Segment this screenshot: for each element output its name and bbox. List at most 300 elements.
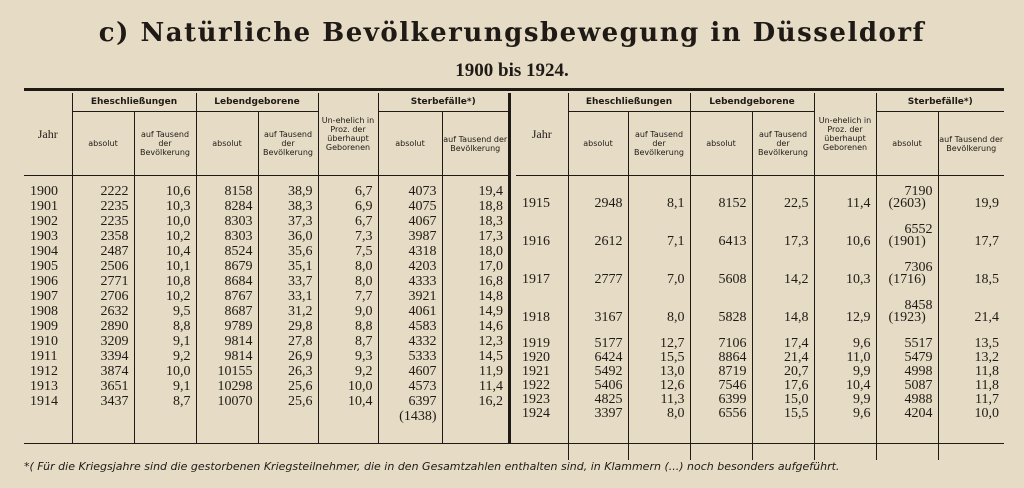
spacer-cell xyxy=(568,176,628,185)
table-cell: 10,3 xyxy=(814,260,876,298)
table-cell: 2771 xyxy=(72,274,134,289)
deaths-absolut: 7190 xyxy=(904,184,933,199)
spacer-cell xyxy=(690,420,752,460)
spacer-cell xyxy=(258,424,318,444)
spacer-cell xyxy=(752,176,814,185)
header-absolut: absolut xyxy=(72,112,134,176)
table-cell: 11,4 xyxy=(442,379,508,394)
table-cell: 15,5 xyxy=(628,350,690,364)
table-cell: 9,2 xyxy=(134,349,196,364)
table-cell: 26,3 xyxy=(258,364,318,379)
table-cell: 12,6 xyxy=(628,378,690,392)
spacer-cell xyxy=(876,176,938,185)
table-cell: 8767 xyxy=(196,289,258,304)
table-row xyxy=(516,406,1004,420)
header-sterbefaelle: Sterbefälle*) xyxy=(378,93,508,112)
table-cell: 1907 xyxy=(30,289,58,304)
table-row xyxy=(24,199,508,214)
war-deaths-note: (1438) xyxy=(378,409,442,424)
table-cell: 14,2 xyxy=(752,260,814,298)
spacer-cell xyxy=(516,176,568,185)
table-cell: 11,3 xyxy=(628,392,690,406)
table-cell: 33,1 xyxy=(258,289,318,304)
table-cell: 4075 xyxy=(378,199,442,214)
table-cell: 8524 xyxy=(196,244,258,259)
table-cell: 1906 xyxy=(30,274,58,289)
table-cell: 33,7 xyxy=(258,274,318,289)
header-absolut: absolut xyxy=(876,112,938,176)
table-cell: 5333 xyxy=(378,349,442,364)
table-cell: 11,8 xyxy=(938,378,1004,392)
table-cell: 8,8 xyxy=(318,319,378,334)
spacer-cell xyxy=(24,424,72,444)
deaths-absolut: 6552 xyxy=(904,222,933,237)
table-cell: 10,4 xyxy=(134,244,196,259)
spacer-cell xyxy=(516,420,568,460)
header-unehelich: Un-ehelich in Proz. der überhaupt Geborenen xyxy=(318,93,378,176)
table-cell: 13,0 xyxy=(628,364,690,378)
table-cell xyxy=(258,409,318,424)
table-cell: 35,1 xyxy=(258,259,318,274)
spacer-cell xyxy=(938,176,1004,185)
table-cell: 13,2 xyxy=(938,350,1004,364)
header-auf-tausend: auf Tausend der Bevölkerung xyxy=(258,112,318,176)
header-auf-tausend: auf Tausend der Bevölkerung xyxy=(442,112,508,176)
table-cell: 7106 xyxy=(690,336,752,350)
table-cell: 8284 xyxy=(196,199,258,214)
table-cell: 10,4 xyxy=(318,394,378,409)
header-auf-tausend: auf Tausend der Bevölkerung xyxy=(938,112,1004,176)
table-cell: 4073 xyxy=(378,184,442,199)
table-cell: 9,3 xyxy=(318,349,378,364)
table-cell: 1905 xyxy=(30,259,58,274)
spacer-cell xyxy=(752,420,814,460)
panel-divider xyxy=(508,93,511,443)
table-cell: 11,4 xyxy=(814,184,876,222)
spacer-cell xyxy=(690,176,752,185)
table-cell: 7546 xyxy=(690,378,752,392)
table-cell: 2235 xyxy=(72,199,134,214)
table-cell: 1912 xyxy=(30,364,58,379)
header-eheschliessungen: Eheschließungen xyxy=(72,93,196,112)
table-cell: 1921 xyxy=(522,364,550,379)
table-cell: 9,9 xyxy=(814,392,876,406)
table-cell: 2632 xyxy=(72,304,134,319)
spacer-cell xyxy=(318,424,378,444)
table-row xyxy=(516,392,1004,406)
table-cell: 9,9 xyxy=(814,364,876,378)
table-cell: 26,9 xyxy=(258,349,318,364)
table-cell xyxy=(72,409,134,424)
table-cell: 4332 xyxy=(378,334,442,349)
table-cell: 29,8 xyxy=(258,319,318,334)
table-cell: 9,1 xyxy=(134,379,196,394)
table-cell: 3167 xyxy=(568,298,628,336)
header-eheschliessungen: Eheschließungen xyxy=(568,93,690,112)
table-cell: 4988 xyxy=(876,392,938,406)
table-cell: 17,4 xyxy=(752,336,814,350)
spacer-cell xyxy=(72,176,134,185)
table-cell: 8719 xyxy=(690,364,752,378)
table-row xyxy=(24,319,508,334)
table-row xyxy=(516,298,1004,336)
table-cell: 14,5 xyxy=(442,349,508,364)
table-cell: 9,6 xyxy=(814,406,876,420)
war-deaths-note: (1901) xyxy=(888,234,926,249)
table-cell: 12,7 xyxy=(628,336,690,350)
table-cell: 8684 xyxy=(196,274,258,289)
table-cell: 6,9 xyxy=(318,199,378,214)
spacer-cell xyxy=(72,424,134,444)
table-cell: 1914 xyxy=(30,394,58,409)
table-cell: 1903 xyxy=(30,229,58,244)
table-cell: 8,1 xyxy=(628,184,690,222)
table-1915-1924 xyxy=(516,93,1004,460)
table-row xyxy=(24,184,508,199)
table-row xyxy=(24,364,508,379)
table-cell: 6,7 xyxy=(318,214,378,229)
spacer-cell xyxy=(938,420,1004,460)
header-absolut: absolut xyxy=(568,112,628,176)
table-cell xyxy=(24,409,72,424)
table-cell: 10298 xyxy=(196,379,258,394)
table-cell: 1911 xyxy=(30,349,58,364)
spacer-cell xyxy=(628,420,690,460)
header-unehelich: Un-ehelich in Proz. der überhaupt Geborenen xyxy=(814,93,876,176)
table-cell: 5828 xyxy=(690,298,752,336)
header-absolut: absolut xyxy=(196,112,258,176)
spacer-cell xyxy=(442,424,508,444)
table-cell: 35,6 xyxy=(258,244,318,259)
table-cell: 6,7 xyxy=(318,184,378,199)
table-cell: 11,0 xyxy=(814,350,876,364)
spacer-cell xyxy=(378,424,442,444)
table-cell: 17,3 xyxy=(752,222,814,260)
table-cell: 4998 xyxy=(876,364,938,378)
table-cell: 10155 xyxy=(196,364,258,379)
table-cell: 1915 xyxy=(522,196,550,211)
header-absolut: absolut xyxy=(378,112,442,176)
table-row xyxy=(24,229,508,244)
table-right-panel xyxy=(516,93,1004,460)
table-cell: 4607 xyxy=(378,364,442,379)
table-row xyxy=(516,336,1004,350)
spacer-cell xyxy=(814,420,876,460)
table-cell: 2487 xyxy=(72,244,134,259)
table-row xyxy=(516,260,1004,298)
table-cell: 1901 xyxy=(30,199,58,214)
table-cell: 9,1 xyxy=(134,334,196,349)
table-cell: 1902 xyxy=(30,214,58,229)
table-cell: 6556 xyxy=(690,406,752,420)
table-cell: 1904 xyxy=(30,244,58,259)
table-cell: 9814 xyxy=(196,349,258,364)
spacer-cell xyxy=(442,176,508,185)
header-sterbefaelle: Sterbefälle*) xyxy=(876,93,1004,112)
war-deaths-note: (1923) xyxy=(888,310,926,325)
table-cell: 4825 xyxy=(568,392,628,406)
table-cell: 11,8 xyxy=(938,364,1004,378)
table-cell xyxy=(442,409,508,424)
table-row xyxy=(24,349,508,364)
spacer-cell xyxy=(814,176,876,185)
table-cell: 31,2 xyxy=(258,304,318,319)
table-cell: 25,6 xyxy=(258,379,318,394)
spacer-cell xyxy=(378,176,442,185)
spacer-cell xyxy=(318,176,378,185)
table-cell: 21,4 xyxy=(752,350,814,364)
table-cell xyxy=(196,409,258,424)
table-cell: 38,9 xyxy=(258,184,318,199)
table-cell: 17,6 xyxy=(752,378,814,392)
table-cell: 4583 xyxy=(378,319,442,334)
table-cell: 8679 xyxy=(196,259,258,274)
table-cell: 4203 xyxy=(378,259,442,274)
table-cell: 8152 xyxy=(690,184,752,222)
table-cell: 2777 xyxy=(568,260,628,298)
table-cell: 14,8 xyxy=(752,298,814,336)
table-cell: 4204 xyxy=(876,406,938,420)
table-cell: 5492 xyxy=(568,364,628,378)
deaths-absolut: 7306 xyxy=(904,260,933,275)
table-cell: 4573 xyxy=(378,379,442,394)
table-cell: 3874 xyxy=(72,364,134,379)
table-cell: 22,5 xyxy=(752,184,814,222)
table-cell: 3394 xyxy=(72,349,134,364)
table-cell: 15,5 xyxy=(752,406,814,420)
table-cell: 19,4 xyxy=(442,184,508,199)
table-cell: 37,3 xyxy=(258,214,318,229)
table-cell: 1916 xyxy=(522,234,550,249)
table-row xyxy=(516,222,1004,260)
table-cell: 8158 xyxy=(196,184,258,199)
table-cell: 8,7 xyxy=(134,394,196,409)
table-cell: 8303 xyxy=(196,214,258,229)
table-cell: 6424 xyxy=(568,350,628,364)
table-cell: 10,0 xyxy=(318,379,378,394)
table-row xyxy=(516,378,1004,392)
table-cell: 11,9 xyxy=(442,364,508,379)
table-cell xyxy=(876,260,938,298)
table-cell: 2506 xyxy=(72,259,134,274)
table-cell: 10,6 xyxy=(814,222,876,260)
table-cell: 10,4 xyxy=(814,378,876,392)
table-cell: 8,0 xyxy=(318,259,378,274)
header-auf-tausend: auf Tausend der Bevölkerung xyxy=(134,112,196,176)
table-cell: 38,3 xyxy=(258,199,318,214)
table-cell: 1919 xyxy=(522,336,550,351)
table-cell: 8,0 xyxy=(318,274,378,289)
table-cell: 10,0 xyxy=(134,214,196,229)
table-cell: 8,7 xyxy=(318,334,378,349)
table-cell: 7,7 xyxy=(318,289,378,304)
table-cell: 9,2 xyxy=(318,364,378,379)
table-cell: 11,7 xyxy=(938,392,1004,406)
table-cell: 36,0 xyxy=(258,229,318,244)
table-row xyxy=(24,394,508,409)
table-cell: 2706 xyxy=(72,289,134,304)
table-cell: 1913 xyxy=(30,379,58,394)
table-cell: 10,3 xyxy=(134,199,196,214)
table-cell: 17,3 xyxy=(442,229,508,244)
table-cell xyxy=(876,222,938,260)
table-cell: 10,2 xyxy=(134,289,196,304)
spacer-cell xyxy=(134,424,196,444)
table-cell: 7,5 xyxy=(318,244,378,259)
table-cell: 10,6 xyxy=(134,184,196,199)
table-cell: 12,3 xyxy=(442,334,508,349)
header-auf-tausend: auf Tausend der Bevölkerung xyxy=(628,112,690,176)
table-cell: 3987 xyxy=(378,229,442,244)
header-lebendgeborene: Lebendgeborene xyxy=(690,93,814,112)
table-cell: 9789 xyxy=(196,319,258,334)
table-cell: 6397 xyxy=(378,394,442,409)
spacer-cell xyxy=(628,176,690,185)
table-cell: 2222 xyxy=(72,184,134,199)
table-cell: 4318 xyxy=(378,244,442,259)
header-jahr: Jahr xyxy=(24,93,72,176)
spacer-cell xyxy=(568,420,628,460)
table-row xyxy=(24,409,508,424)
page-title: c) Natürliche Bevölkerungsbewegung in Düsseldorf xyxy=(98,18,926,48)
table-cell: 9814 xyxy=(196,334,258,349)
table-cell: 18,8 xyxy=(442,199,508,214)
table-cell: 6399 xyxy=(690,392,752,406)
table-cell: 6413 xyxy=(690,222,752,260)
table-cell: 1922 xyxy=(522,378,550,393)
table-cell: 10,2 xyxy=(134,229,196,244)
table-cell: 10,0 xyxy=(938,406,1004,420)
table-cell: 25,6 xyxy=(258,394,318,409)
table-row xyxy=(24,259,508,274)
spacer-cell xyxy=(24,176,72,185)
table-cell: 12,9 xyxy=(814,298,876,336)
table-cell: 2358 xyxy=(72,229,134,244)
table-cell: 14,6 xyxy=(442,319,508,334)
war-deaths-note: (2603) xyxy=(888,196,926,211)
table-cell: 10,0 xyxy=(134,364,196,379)
deaths-absolut: 8458 xyxy=(904,298,933,313)
table-row xyxy=(24,304,508,319)
table-cell: 2890 xyxy=(72,319,134,334)
table-cell: 1910 xyxy=(30,334,58,349)
table-cell: 3209 xyxy=(72,334,134,349)
table-cell: 1900 xyxy=(30,184,58,199)
table-cell: 3437 xyxy=(72,394,134,409)
table-cell: 8,8 xyxy=(134,319,196,334)
table-cell: 18,5 xyxy=(938,260,1004,298)
spacer-cell xyxy=(196,424,258,444)
top-rule xyxy=(24,88,1004,91)
table-cell: 10070 xyxy=(196,394,258,409)
table-cell: 8,0 xyxy=(628,298,690,336)
table-cell: 2235 xyxy=(72,214,134,229)
header-auf-tausend: auf Tausend der Bevölkerung xyxy=(752,112,814,176)
table-cell: 1923 xyxy=(522,392,550,407)
footnote: *( Für die Kriegsjahre sind die gestorbenen Kriegsteilnehmer, die in den Gesamtzahlen enthalten sind, in Klammern (...) noch besonders aufgeführt. xyxy=(24,460,840,473)
table-cell: 14,8 xyxy=(442,289,508,304)
table-cell: 14,9 xyxy=(442,304,508,319)
table-cell: 1918 xyxy=(522,310,550,325)
table-cell: 1924 xyxy=(522,406,550,421)
table-row xyxy=(516,184,1004,222)
table-cell: 5087 xyxy=(876,378,938,392)
table-cell: 1917 xyxy=(522,272,550,287)
table-cell: 27,8 xyxy=(258,334,318,349)
table-cell: 8864 xyxy=(690,350,752,364)
table-row xyxy=(24,244,508,259)
table-cell: 1909 xyxy=(30,319,58,334)
table-cell: 8,0 xyxy=(628,406,690,420)
table-cell: 20,7 xyxy=(752,364,814,378)
table-cell: 9,6 xyxy=(814,336,876,350)
table-cell: 4061 xyxy=(378,304,442,319)
table-cell: 13,5 xyxy=(938,336,1004,350)
spacer-cell xyxy=(134,176,196,185)
table-cell: 5608 xyxy=(690,260,752,298)
table-cell: 21,4 xyxy=(938,298,1004,336)
table-cell xyxy=(876,184,938,222)
table-cell: 7,0 xyxy=(628,260,690,298)
table-cell: 5177 xyxy=(568,336,628,350)
table-1900-1914 xyxy=(24,93,508,444)
table-cell: 15,0 xyxy=(752,392,814,406)
table-cell: 3921 xyxy=(378,289,442,304)
table-cell xyxy=(318,409,378,424)
table-cell: 9,5 xyxy=(134,304,196,319)
spacer-cell xyxy=(196,176,258,185)
table-cell: 8303 xyxy=(196,229,258,244)
header-absolut: absolut xyxy=(690,112,752,176)
table-cell xyxy=(134,409,196,424)
table-cell: 16,8 xyxy=(442,274,508,289)
table-cell: 17,0 xyxy=(442,259,508,274)
table-cell: 5406 xyxy=(568,378,628,392)
table-cell: 18,3 xyxy=(442,214,508,229)
table-cell: 9,0 xyxy=(318,304,378,319)
war-deaths-note: (1716) xyxy=(888,272,926,287)
table-cell: 10,1 xyxy=(134,259,196,274)
table-cell: 17,7 xyxy=(938,222,1004,260)
header-lebendgeborene: Lebendgeborene xyxy=(196,93,318,112)
table-row xyxy=(24,214,508,229)
table-cell: 2948 xyxy=(568,184,628,222)
table-cell: 7,1 xyxy=(628,222,690,260)
table-cell: 3397 xyxy=(568,406,628,420)
table-row xyxy=(516,364,1004,378)
table-cell: 3651 xyxy=(72,379,134,394)
table-row xyxy=(24,289,508,304)
table-cell: 4333 xyxy=(378,274,442,289)
spacer-cell xyxy=(258,176,318,185)
table-cell: 1908 xyxy=(30,304,58,319)
table-cell: 4067 xyxy=(378,214,442,229)
table-cell: 18,0 xyxy=(442,244,508,259)
table-row xyxy=(24,274,508,289)
table-row xyxy=(24,334,508,349)
table-cell: 16,2 xyxy=(442,394,508,409)
table-cell: 1920 xyxy=(522,350,550,365)
table-left-panel xyxy=(24,93,508,444)
table-cell: 19,9 xyxy=(938,184,1004,222)
table-cell: 7,3 xyxy=(318,229,378,244)
table-row xyxy=(516,350,1004,364)
table-cell: 2612 xyxy=(568,222,628,260)
table-cell: 8687 xyxy=(196,304,258,319)
spacer-cell xyxy=(876,420,938,460)
table-cell xyxy=(876,298,938,336)
bottom-rule xyxy=(24,443,1004,444)
